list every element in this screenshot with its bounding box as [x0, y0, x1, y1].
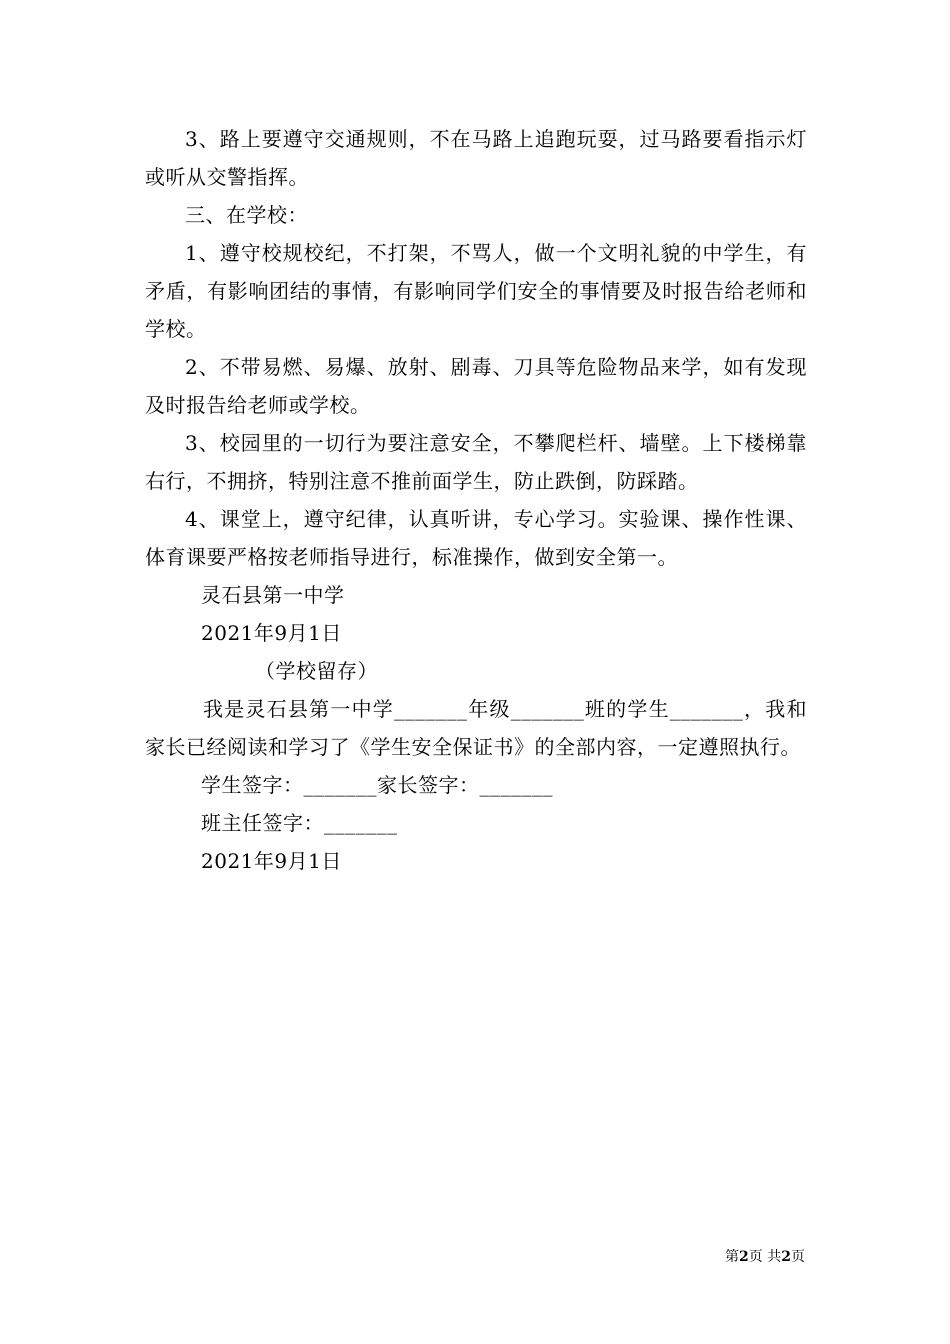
school-name: 灵石县第一中学	[201, 583, 345, 607]
paragraph-school-rule-2: 2、不带易燃、易爆、放射、剧毒、刀具等危险物品来学，如有发现及时报告给老师或学校。	[145, 355, 807, 417]
footer-total-pages: 2	[781, 1249, 791, 1265]
section-heading-at-school: 三、在学校：	[185, 203, 308, 227]
paragraph-school-rule-4: 4、课堂上，遵守纪律，认真听讲，专心学习。实验课、操作性课、体育课要严格按老师指导进行，标准操作，做到安全第一。	[145, 507, 807, 569]
page-number-footer	[725, 1248, 805, 1266]
footer-prefix: 第	[725, 1249, 740, 1265]
footer-current-page: 2	[739, 1249, 749, 1265]
teacher-signature-line: 班主任签字：_______	[201, 811, 398, 835]
pledge-paragraph: 我是灵石县第一中学_______年级_______班的学生_______，我和家长已经阅读和学习了《学生安全保证书》的全部内容，一定遵照执行。	[145, 697, 807, 759]
footer-mid: 页 共	[748, 1249, 782, 1265]
retain-note: （学校留存）	[255, 659, 378, 683]
student-parent-signature-line: 学生签字：_______家长签字：_______	[201, 773, 553, 797]
footer-suffix: 页	[791, 1249, 805, 1265]
issue-date: 2021年9月1日	[201, 621, 342, 645]
paragraph-traffic-rule: 3、路上要遵守交通规则，不在马路上追跑玩耍，过马路要看指示灯或听从交警指挥。	[145, 127, 807, 189]
paragraph-school-rule-1: 1、遵守校规校纪，不打架，不骂人，做一个文明礼貌的中学生，有矛盾，有影响团结的事情，有影响同学们安全的事情要及时报告给老师和学校。	[145, 241, 807, 341]
paragraph-school-rule-3: 3、校园里的一切行为要注意安全，不攀爬栏杆、墙壁。上下楼梯靠右行，不拥挤，特别注意不推前面学生，防止跌倒，防踩踏。	[145, 431, 807, 493]
document-body	[145, 120, 807, 880]
signature-date: 2021年9月1日	[201, 849, 342, 873]
